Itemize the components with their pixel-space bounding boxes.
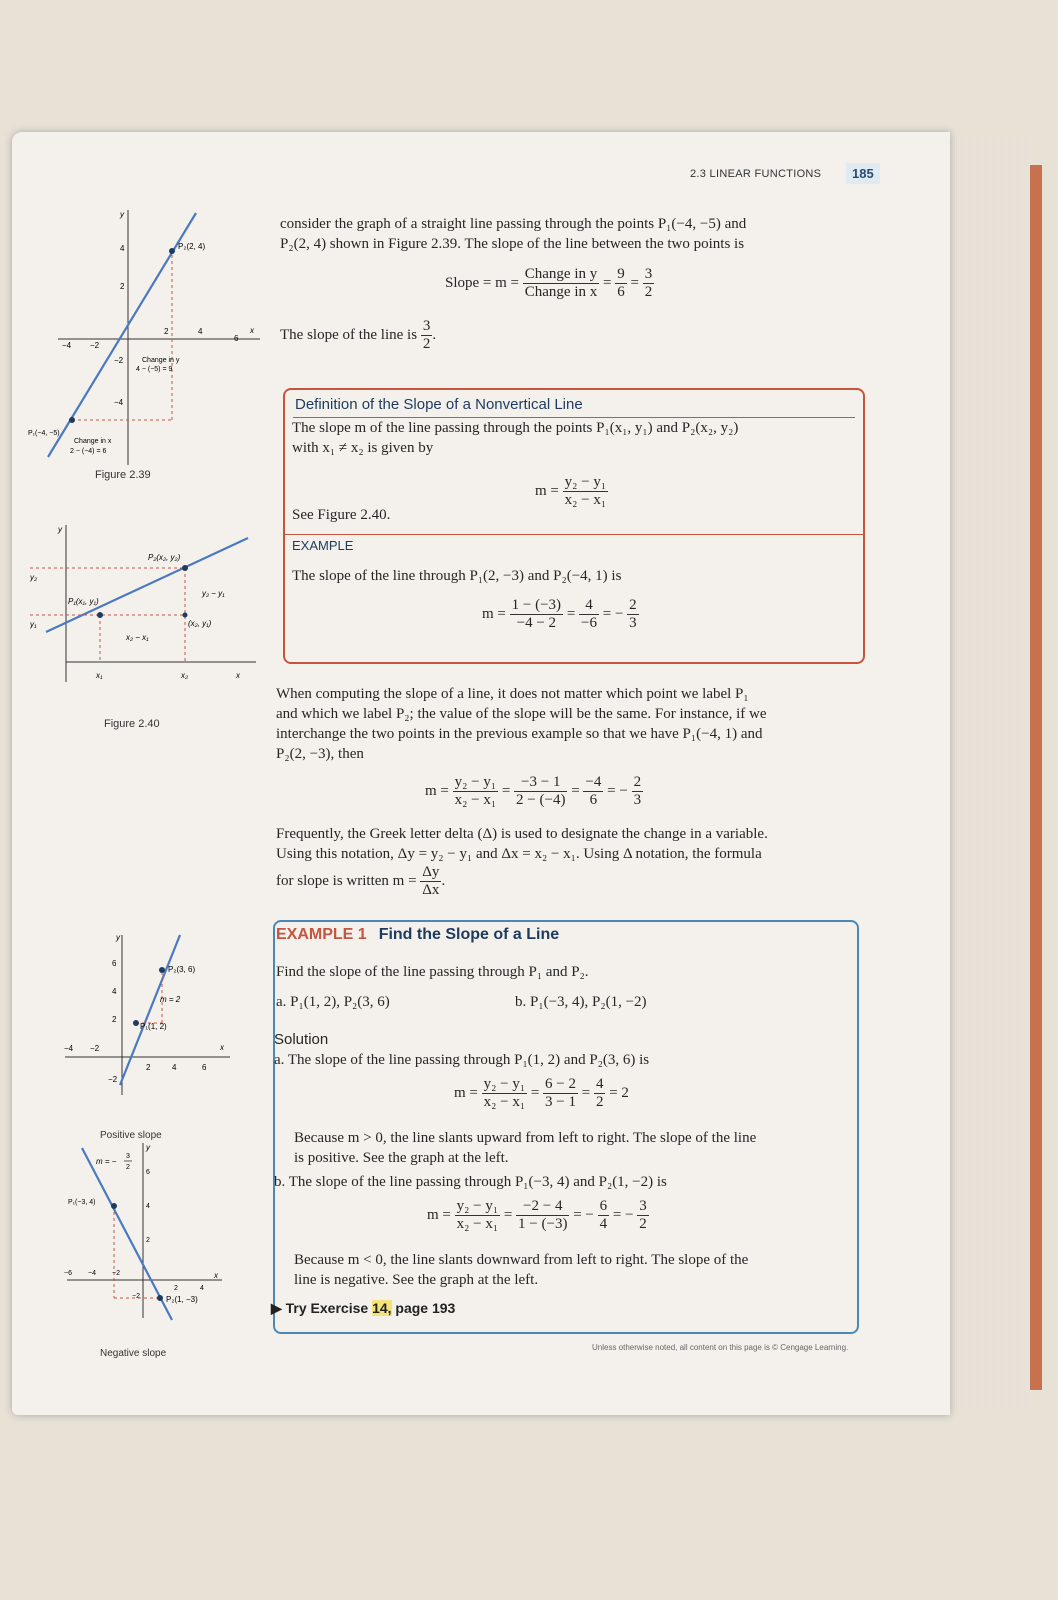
fig239-axis-y-label: y <box>120 210 124 219</box>
para3-line-3: for slope is written m = $\frac{\Delta y}{\Delta x}$ . <box>276 864 446 898</box>
figure-positive-slope <box>60 930 235 1110</box>
definition-line-2: with x₁ ≠ x₂ is given by <box>292 440 434 456</box>
definition-see-figure: See Figure 2.40. <box>292 507 391 523</box>
fig239-p2-label: P₂(2, 4) <box>178 242 206 251</box>
neg-tick-x-4: 2 <box>174 1285 178 1292</box>
para2-line-4: P₂(2, −3), then <box>276 746 364 762</box>
neg-line <box>82 1148 172 1320</box>
solution-a-equation: m = $\frac{\text{y₂ − y₁}}{\text{x₂ − x₁}}$ = $\frac{6 - 2}{3 - 1}$ = $\frac{4}{2}$ = 2 <box>454 1076 629 1110</box>
example1-title: Find the Slope of a Line <box>378 926 560 943</box>
fig239-tick-y-1: 4 <box>120 244 125 253</box>
pos-p2-label: P₂(3, 6) <box>168 965 196 974</box>
fig239-change-x-2: 2 − (−4) = 6 <box>70 448 107 455</box>
para2-line-3: interchange the two points in the previous example so that we have P₁(−4, 1) and <box>276 726 763 742</box>
fig239-tick-y-3: −2 <box>114 356 124 365</box>
neg-slope-label: m = − <box>96 1157 117 1166</box>
pos-tick-x-3: 2 <box>146 1063 151 1072</box>
fig240-dx-label: x₂ − x₁ <box>126 633 149 642</box>
solution-b-equation: m = $\frac{\text{y₂ − y₁}}{\text{x₂ − x₁}}$ = $\frac{-2 - 4}{1 - (-3)}$ = − $\frac{6}{4}$ = − $\frac{3}{2}$ <box>427 1198 647 1232</box>
fig240-corner-point <box>183 613 188 618</box>
fig240-point-p1 <box>97 612 103 618</box>
fig240-line <box>46 538 248 632</box>
neg-tick-y-4: −2 <box>132 1293 140 1300</box>
negative-slope-caption: Negative slope <box>100 1348 167 1359</box>
fig239-tick-x-1: −4 <box>62 341 72 350</box>
para2-equation: m = $\frac{\text{y₂ − y₁}}{\text{x₂ − x₁}}$ = $\frac{-3 - 1}{2 - (-4)}$ = $\frac{-4}{6}$ = − $\frac{2}{3}$ <box>425 774 642 808</box>
neg-axis-y-label: y <box>146 1143 150 1152</box>
fig240-x2-tick: x₂ <box>181 671 189 680</box>
pos-point-p2 <box>159 967 165 973</box>
fig239-tick-y-2: 2 <box>120 282 125 291</box>
definition-line-1: The slope m of the line passing through the points P₁(x₁, y₁) and P₂(x₂, y₂) <box>292 420 739 436</box>
neg-tick-x-5: 4 <box>200 1285 204 1292</box>
fig239-p1-label: P₁(−4, −5) <box>28 430 60 437</box>
book-page-edges <box>950 136 1032 1408</box>
fig239-change-y-1: Change in y <box>142 357 180 364</box>
figure-2-40-caption: Figure 2.40 <box>104 718 160 730</box>
neg-p1-label: P₁(−3, 4) <box>68 1199 96 1206</box>
book-edge-stripe <box>1030 165 1042 1390</box>
pos-p1-label: P₁(1, 2) <box>140 1022 167 1031</box>
because-a-line-2: is positive. See the graph at the left. <box>294 1150 509 1166</box>
slope-nine-sixths: $\frac{9}{6}$ <box>617 266 625 300</box>
fig239-axis-x-label: x <box>250 326 254 335</box>
try-exercise-number: 14, <box>372 1300 392 1316</box>
slope-lhs: Slope = m = <box>445 274 520 291</box>
page-number: 185 <box>846 163 880 184</box>
definition-title: Definition of the Slope of a Nonvertical Line <box>293 390 855 418</box>
definition-example-label: EXAMPLE <box>292 538 354 553</box>
definition-divider <box>285 534 863 535</box>
fig240-x1-tick: x₁ <box>96 671 103 680</box>
fig240-y1-tick: y₁ <box>30 620 37 629</box>
solution-b-intro: b. The slope of the line passing through P₁(−3, 4) and P₂(1, −2) is <box>274 1174 667 1190</box>
example1-part-b: b. P₁(−3, 4), P₂(1, −2) <box>515 994 647 1010</box>
example1-prompt: Find the slope of the line passing through P₁ and P₂. <box>276 964 589 980</box>
neg-tick-x-2: −4 <box>88 1270 96 1277</box>
para3-line-2: Using this notation, Δy = y₂ − y₁ and Δx = x₂ − x₁. Using Δ notation, the formula <box>276 846 762 862</box>
figure-negative-slope <box>62 1138 237 1328</box>
intro-line-1: consider the graph of a straight line passing through the points P₁(−4, −5) and <box>280 216 747 232</box>
pos-point-p1 <box>133 1020 139 1026</box>
pos-tick-x-1: −4 <box>64 1044 74 1053</box>
pos-tick-y-1: 6 <box>112 959 117 968</box>
slope-conclusion: The slope of the line is $\frac{3}{2}$ . <box>280 318 437 352</box>
running-header: 2.3 LINEAR FUNCTIONS <box>690 168 822 180</box>
pos-tick-x-2: −2 <box>90 1044 100 1053</box>
example1-heading <box>276 926 559 944</box>
figure-2-40 <box>30 520 270 690</box>
pos-tick-x-5: 6 <box>202 1063 207 1072</box>
para2-line-1: When computing the slope of a line, it does not matter which point we label P₁ <box>276 686 749 702</box>
fig239-change-x-1: Change in x <box>74 438 112 445</box>
because-b-line-2: line is negative. See the graph at the left. <box>294 1272 539 1288</box>
fig239-tick-x-5: 6 <box>234 334 239 343</box>
figure-2-39 <box>28 205 268 475</box>
slope-three-halves: $\frac{3}{2}$ <box>644 266 653 300</box>
solution-a-intro: a. The slope of the line passing through P₁(1, 2) and P₂(3, 6) is <box>274 1052 650 1068</box>
fig239-tick-x-4: 4 <box>198 327 203 336</box>
definition-formula: m = $\frac{\text{y₂ − y₁}}{\text{x₂ − x₁}}$ <box>535 474 607 508</box>
neg-tick-y-2: 4 <box>146 1203 150 1210</box>
neg-tick-y-3: 2 <box>146 1237 150 1244</box>
para2-line-2: and which we label P₂; the value of the slope will be the same. For instance, if we <box>276 706 767 722</box>
because-b-line-1: Because m < 0, the line slants downward from left to right. The slope of the <box>294 1252 749 1268</box>
definition-example-equation: m = $\frac{1 - (-3)}{-4 - 2}$ = $\frac{4}{-6}$ = − $\frac{2}{3}$ <box>482 597 637 631</box>
para3-line-1: Frequently, the Greek letter delta (Δ) is used to designate the change in a variable. <box>276 826 768 842</box>
pos-slope-label: m = 2 <box>160 995 181 1004</box>
fig240-point-p2 <box>182 565 188 571</box>
neg-point-p2 <box>157 1295 163 1301</box>
intro-line-2: P₂(2, 4) shown in Figure 2.39. The slope of the line between the two points is <box>280 236 745 252</box>
figure-2-39-caption: Figure 2.39 <box>95 469 151 481</box>
fig240-dy-label: y₂ − y₁ <box>202 589 225 598</box>
pos-tick-y-3: 2 <box>112 1015 117 1024</box>
example1-part-a: a. P₁(1, 2), P₂(3, 6) <box>276 994 390 1010</box>
fig239-point-p2 <box>169 248 175 254</box>
try-exercise-link[interactable]: ▶ Try Exercise 14, page 193 <box>271 1300 456 1316</box>
because-a-line-1: Because m > 0, the line slants upward from left to right. The slope of the line <box>294 1130 757 1146</box>
neg-axis-x-label: x <box>214 1271 218 1280</box>
example1-label: EXAMPLE 1 <box>276 926 367 943</box>
pos-axis-y-label: y <box>116 933 120 942</box>
pos-tick-y-2: 4 <box>112 987 117 996</box>
neg-tick-y-1: 6 <box>146 1169 150 1176</box>
fig239-tick-x-3: 2 <box>164 327 169 336</box>
neg-p2-label: P₂(1, −3) <box>166 1295 198 1304</box>
pos-tick-x-4: 4 <box>172 1063 177 1072</box>
definition-example-text: The slope of the line through P₁(2, −3) and P₂(−4, 1) is <box>292 568 622 584</box>
example1-solution-heading: Solution <box>274 1031 329 1048</box>
slope-equation: Slope = m = $\frac{\text{Change in y}}{\text{Change in x}}$ = $\frac{9}{6}$ = $\frac{3}{2}$ <box>445 266 653 300</box>
neg-tick-x-3: −2 <box>112 1270 120 1277</box>
fig240-y2-tick: y₂ <box>30 573 38 582</box>
fig239-point-p1 <box>69 417 75 423</box>
pos-tick-y-4: −2 <box>108 1075 118 1084</box>
fig239-tick-y-4: −4 <box>114 398 124 407</box>
neg-slope-den: 2 <box>126 1164 130 1171</box>
neg-point-p1 <box>111 1203 117 1209</box>
positive-slope-caption: Positive slope <box>100 1130 162 1141</box>
fig240-p1-label: P₁(x₁, y₁) <box>68 597 99 606</box>
pos-axis-x-label: x <box>220 1043 224 1052</box>
fig239-tick-x-2: −2 <box>90 341 100 350</box>
fig240-corner-label: (x₂, y₁) <box>188 619 212 628</box>
fig240-axis-x-label: x <box>236 671 240 680</box>
fig239-change-y-2: 4 − (−5) = 9 <box>136 366 173 373</box>
neg-tick-x-1: −6 <box>64 1270 72 1277</box>
neg-slope-num: 3 <box>126 1153 130 1160</box>
fig240-p2-label: P₂(x₂, y₂) <box>148 553 181 562</box>
fig240-axis-y-label: y <box>58 525 62 534</box>
copyright-footer: Unless otherwise noted, all content on this page is © Cengage Learning. <box>592 1343 849 1352</box>
slope-change-fraction: $\frac{\text{Change in y}}{\text{Change in x}}$ <box>524 266 598 300</box>
